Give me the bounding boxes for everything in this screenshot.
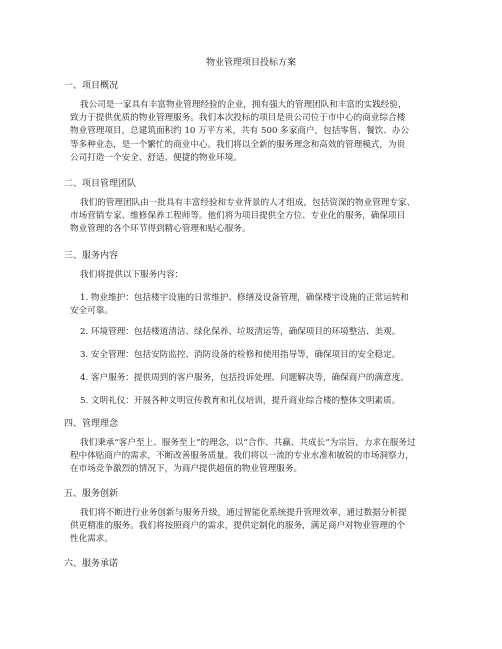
section-heading: 五、服务创新 bbox=[64, 489, 119, 499]
paragraph: 我们将不断进行业务创新与服务升级，通过智能化系统提升管理效率，通过数据分析提 供更精准的服务。我们将按照商户的需求，提供定制化的服务，满足商户对物业管理的个 性化需求。 bbox=[70, 508, 407, 545]
section-heading: 六、服务承诺 bbox=[64, 559, 119, 569]
paragraph: 我们秉承“客户至上、服务至上”的理念，以“合作、共赢、共成长”为宗旨，力求在服务过 程中体贴商户的需求，不断改善服务质量。我们将以一流的专业水准和敏锐的市场洞察力， 在市场竞争激烈的情况下，为商户提供超值的物业管理服务。 bbox=[70, 438, 416, 475]
list-item: 4. 客户服务：提供周到的客户服务，包括投诉处理、问题解决等，确保商户的满意度。 bbox=[80, 373, 409, 383]
paragraph: 我公司是一家具有丰富物业管理经验的企业，拥有强大的管理团队和丰富的实践经验， 致力于提供优质的物业管理服务。我们本次投标的项目是贵公司位于市中心的商业综合楼 物业管理项目，总建筑面积约 10 万平方米，共有 500 多家商户，包括零售、餐饮、办公 等多种业态，是一个繁忙的商业中心。我们将以全新的服务理念和高效的管理模式，为贵 公司打造一个安全、舒适、便捷的物业环境。 bbox=[70, 100, 410, 163]
list-item: 5. 文明礼仪：开展各种文明宣传教育和礼仪培训，提升商业综合楼的整体文明素质。 bbox=[80, 396, 401, 406]
list-item: 2. 环境管理：包括楼道清洁、绿化保养、垃圾清运等，确保项目的环境整洁、美观。 bbox=[80, 327, 401, 337]
document-title: 物业管理项目投标方案 bbox=[205, 58, 296, 68]
section-heading: 一、项目概况 bbox=[64, 81, 119, 91]
list-item: 1. 物业维护：包括楼宇设施的日常维护、修缮及设备管理，确保楼宇设施的正常运转和 安全可靠。 bbox=[70, 293, 409, 317]
paragraph: 我们将提供以下服务内容： bbox=[80, 270, 184, 280]
section-heading: 四、管理理念 bbox=[64, 419, 119, 429]
section-heading: 三、服务内容 bbox=[64, 251, 119, 261]
list-item: 3. 安全管理：包括安防监控、消防设备的检修和使用指导等，确保项目的安全稳定。 bbox=[80, 350, 401, 360]
paragraph: 我们的管理团队由一批具有丰富经验和专业背景的人才组成，包括资深的物业管理专家、 市场营销专家、维修保养工程师等。他们将为项目提供全方位、专业化的服务，确保项目 物业管理的各个环节得到精心管理和贴心服务。 bbox=[70, 198, 416, 235]
section-heading: 二、项目管理团队 bbox=[64, 179, 137, 189]
